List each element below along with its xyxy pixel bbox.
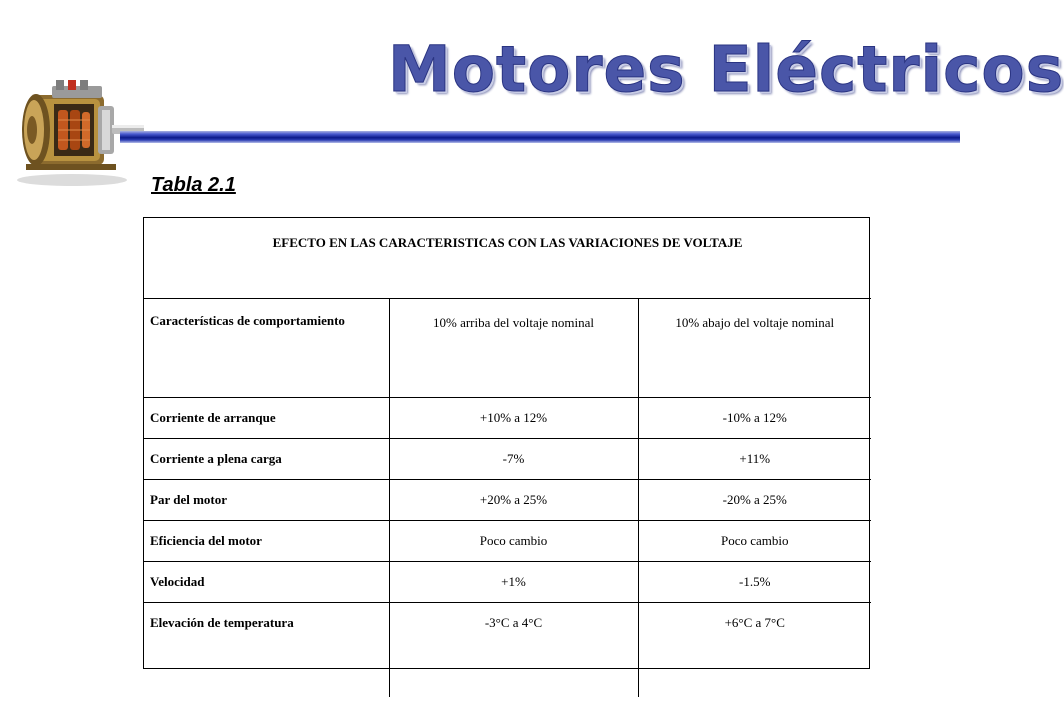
column-header: 10% arriba del voltaje nominal <box>389 299 638 398</box>
cell-down: -10% a 12% <box>638 398 871 439</box>
motor-image <box>12 70 152 190</box>
table-row <box>144 562 871 603</box>
row-label: Par del motor <box>144 480 389 521</box>
cell-down: -1.5% <box>638 562 871 603</box>
table-row <box>144 439 871 480</box>
cell-down: -20% a 25% <box>638 480 871 521</box>
table-row <box>144 398 871 439</box>
table-header-row <box>144 299 871 398</box>
page-title: Motores Eléctricos <box>388 33 1064 106</box>
header-rule <box>120 131 960 143</box>
row-label: Elevación de temperatura <box>144 603 389 698</box>
table-row <box>144 521 871 562</box>
row-label: Corriente a plena carga <box>144 439 389 480</box>
row-label: Eficiencia del motor <box>144 521 389 562</box>
row-label: Velocidad <box>144 562 389 603</box>
cell-up: -7% <box>389 439 638 480</box>
cell-down: +11% <box>638 439 871 480</box>
cell-up: -3°C a 4°C <box>389 603 638 698</box>
cell-up: +1% <box>389 562 638 603</box>
cell-down: +6°C a 7°C <box>638 603 871 698</box>
cell-up: Poco cambio <box>389 521 638 562</box>
column-header: 10% abajo del voltaje nominal <box>638 299 871 398</box>
row-label: Corriente de arranque <box>144 398 389 439</box>
table-caption: Tabla 2.1 <box>151 174 236 196</box>
table-row <box>144 480 871 521</box>
voltage-effects-table <box>143 217 870 669</box>
cell-up: +10% a 12% <box>389 398 638 439</box>
cell-down: Poco cambio <box>638 521 871 562</box>
table-row <box>144 603 871 698</box>
table-heading: EFECTO EN LAS CARACTERISTICAS CON LAS VARIACIONES DE VOLTAJE <box>144 218 871 299</box>
cell-up: +20% a 25% <box>389 480 638 521</box>
column-header: Características de comportamiento <box>144 299 389 398</box>
